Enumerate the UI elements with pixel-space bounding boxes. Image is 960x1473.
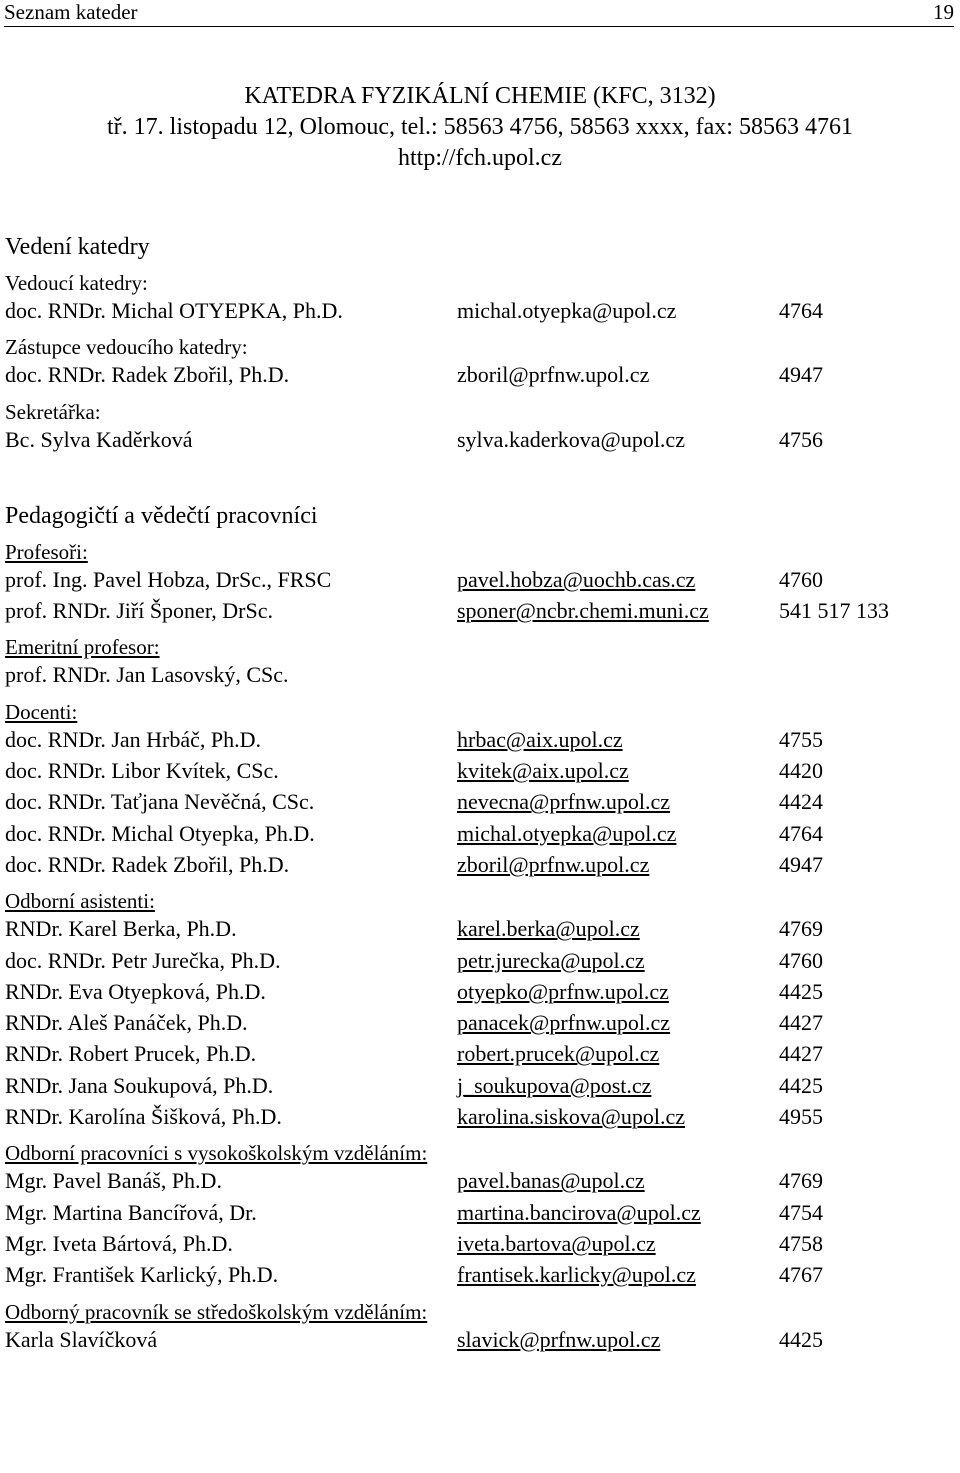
person-extension: 4425	[779, 978, 823, 1004]
group-label: Emeritní profesor:	[5, 635, 160, 660]
person-row	[5, 724, 955, 755]
person-extension: 4420	[779, 758, 823, 784]
staff-title: Pedagogičtí a vědečtí pracovníci	[5, 502, 318, 529]
directory	[5, 232, 955, 1355]
group-label: Docenti:	[5, 699, 78, 724]
person-row	[5, 849, 955, 880]
person-extension: 4955	[779, 1104, 823, 1130]
department-address: tř. 17. listopadu 12, Olomouc, tel.: 58563 4756, 58563 xxxx, fax: 58563 4761	[107, 114, 853, 140]
person-extension: 4760	[779, 947, 823, 973]
person-email[interactable]: pavel.banas@upol.cz	[457, 1168, 645, 1194]
person-row	[5, 1165, 955, 1196]
person-extension: 4767	[779, 1262, 823, 1288]
person-name: doc. RNDr. Radek Zbořil, Ph.D.	[5, 362, 290, 388]
person-row	[5, 359, 955, 390]
person-row	[5, 1070, 955, 1101]
person-name: doc. RNDr. Taťjana Nevěčná, CSc.	[5, 789, 315, 815]
person-name: Mgr. František Karlický, Ph.D.	[5, 1262, 279, 1288]
department-website: http://fch.upol.cz	[398, 145, 562, 171]
person-row	[5, 1007, 955, 1038]
person-extension: 4425	[779, 1326, 823, 1352]
person-email[interactable]: zboril@prfnw.upol.cz	[457, 851, 650, 877]
person-name: doc. RNDr. Michal Otyepka, Ph.D.	[5, 820, 315, 846]
person-extension: 4947	[779, 851, 823, 877]
person-extension: 4756	[779, 426, 823, 452]
person-row	[5, 786, 955, 817]
person-name: RNDr. Jana Soukupová, Ph.D.	[5, 1072, 274, 1098]
person-extension: 4755	[779, 726, 823, 752]
person-name: Mgr. Iveta Bártová, Ph.D.	[5, 1230, 233, 1256]
person-name: prof. Ing. Pavel Hobza, DrSc., FRSC	[5, 566, 332, 592]
person-extension: 4947	[779, 362, 823, 388]
person-email[interactable]: robert.prucek@upol.cz	[457, 1041, 660, 1067]
person-name: RNDr. Eva Otyepková, Ph.D.	[5, 978, 266, 1004]
person-extension: 4424	[779, 789, 823, 815]
person-email[interactable]: iveta.bartova@upol.cz	[457, 1230, 656, 1256]
person-name: Mgr. Pavel Banáš, Ph.D.	[5, 1168, 222, 1194]
group-label: Odborní asistenti:	[5, 889, 155, 914]
person-row	[5, 1197, 955, 1228]
person-extension: 4427	[779, 1041, 823, 1067]
person-email[interactable]: sylva.kaderkova@upol.cz	[457, 426, 685, 452]
group-label: Odborný pracovník se středoškolským vzděláním:	[5, 1299, 428, 1324]
person-name: Mgr. Martina Bancířová, Dr.	[5, 1199, 257, 1225]
person-row	[5, 1228, 955, 1259]
person-row	[5, 295, 955, 326]
person-email[interactable]: hrbac@aix.upol.cz	[457, 726, 623, 752]
person-name: Karla Slavíčková	[5, 1326, 158, 1352]
person-name: doc. RNDr. Jan Hrbáč, Ph.D.	[5, 726, 262, 752]
person-extension: 4425	[779, 1072, 823, 1098]
person-email[interactable]: petr.jurecka@upol.cz	[457, 947, 645, 973]
person-email[interactable]: karolina.siskova@upol.cz	[457, 1104, 685, 1130]
person-row	[5, 659, 955, 690]
person-name: doc. RNDr. Radek Zbořil, Ph.D.	[5, 851, 290, 877]
person-email[interactable]: nevecna@prfnw.upol.cz	[457, 789, 671, 815]
person-name: Bc. Sylva Kaděrková	[5, 426, 193, 452]
person-row	[5, 1259, 955, 1290]
person-extension: 4427	[779, 1010, 823, 1036]
leadership-groups	[5, 271, 955, 455]
person-name: doc. RNDr. Petr Jurečka, Ph.D.	[5, 947, 281, 973]
person-name: RNDr. Karolína Šišková, Ph.D.	[5, 1104, 282, 1130]
person-email[interactable]: pavel.hobza@uochb.cas.cz	[457, 566, 696, 592]
group-label: Zástupce vedoucího katedry:	[5, 335, 248, 360]
department-name: KATEDRA FYZIKÁLNÍ CHEMIE (KFC, 3132)	[244, 83, 716, 109]
person-row	[5, 424, 955, 455]
person-extension: 4758	[779, 1230, 823, 1256]
person-extension: 541 517 133	[779, 598, 889, 624]
person-name: doc. RNDr. Michal OTYEPKA, Ph.D.	[5, 298, 343, 323]
group-label: Sekretářka:	[5, 399, 101, 424]
leadership-title: Vedení katedry	[5, 234, 150, 260]
person-email[interactable]: michal.otyepka@upol.cz	[457, 820, 677, 846]
person-email[interactable]: martina.bancirova@upol.cz	[457, 1199, 701, 1225]
person-email[interactable]: slavick@prfnw.upol.cz	[457, 1326, 661, 1352]
person-row	[5, 1038, 955, 1069]
person-email[interactable]: frantisek.karlicky@upol.cz	[457, 1262, 696, 1288]
person-extension: 4769	[779, 1168, 823, 1194]
person-email[interactable]: j_soukupova@post.cz	[457, 1072, 652, 1098]
person-extension: 4764	[779, 298, 823, 323]
person-row	[5, 913, 955, 944]
group-label: Profesoři:	[5, 539, 88, 564]
person-email[interactable]: michal.otyepka@upol.cz	[457, 298, 677, 323]
group-label: Vedoucí katedry:	[5, 271, 148, 295]
person-email[interactable]: zboril@prfnw.upol.cz	[457, 362, 650, 388]
person-name: prof. RNDr. Jiří Šponer, DrSc.	[5, 598, 273, 624]
group-label: Odborní pracovníci s vysokoškolským vzděláním:	[5, 1141, 428, 1166]
person-email[interactable]: sponer@ncbr.chemi.muni.cz	[457, 598, 709, 624]
person-row	[5, 945, 955, 976]
person-extension: 4754	[779, 1199, 823, 1225]
person-name: RNDr. Aleš Panáček, Ph.D.	[5, 1010, 248, 1036]
person-extension: 4760	[779, 566, 823, 592]
person-row	[5, 818, 955, 849]
person-email[interactable]: kvitek@aix.upol.cz	[457, 758, 629, 784]
person-email[interactable]: otyepko@prfnw.upol.cz	[457, 978, 669, 1004]
person-row	[5, 755, 955, 786]
person-extension: 4764	[779, 820, 823, 846]
person-row	[5, 976, 955, 1007]
staff-groups	[5, 540, 955, 1355]
header-title: Seznam kateder	[4, 0, 138, 24]
person-name: doc. RNDr. Libor Kvítek, CSc.	[5, 758, 279, 784]
person-email[interactable]: karel.berka@upol.cz	[457, 916, 640, 942]
person-extension: 4769	[779, 916, 823, 942]
person-row	[5, 1324, 955, 1355]
person-row	[5, 564, 955, 595]
person-email[interactable]: panacek@prfnw.upol.cz	[457, 1010, 671, 1036]
person-row	[5, 1101, 955, 1132]
person-row	[5, 595, 955, 626]
page-number: 19	[933, 0, 954, 24]
person-name: RNDr. Robert Prucek, Ph.D.	[5, 1041, 257, 1067]
person-name: RNDr. Karel Berka, Ph.D.	[5, 916, 237, 942]
page-header	[4, 0, 954, 27]
person-name: prof. RNDr. Jan Lasovský, CSc.	[5, 662, 289, 688]
